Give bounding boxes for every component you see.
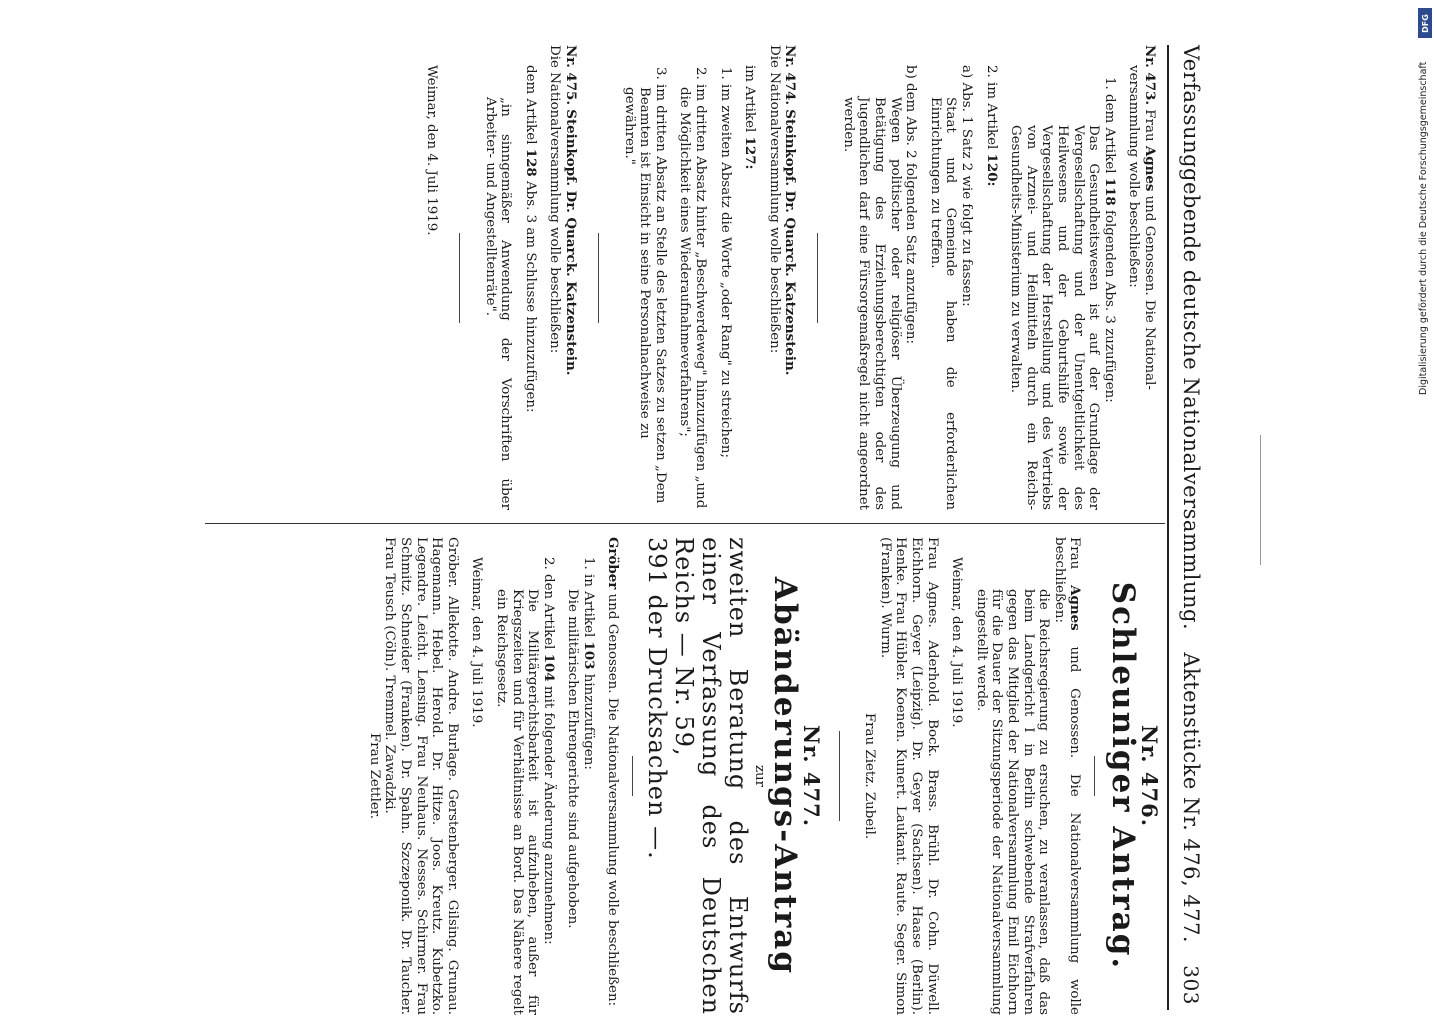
document-number: Nr. 476.: [1137, 724, 1162, 828]
article-number: 118: [1101, 177, 1118, 206]
signatories: Frau Agnes. Aderhold. Bock. Brass. Brühl. Dr. Cohn. Düwell. Eichhorn. Geyer (Leipzig). Dr. Geyer (Sachsen). Haase (Berlin). Henke. Frau Hübler. Koenen. Kunert. Laukant. Raute. Seger. Simon (Franken). Wurm.: [877, 537, 940, 1015]
motion-item-text: „in sinngemäßer Anwendung der Vorschriften über Arbeiter- und Angestelltenräte".: [482, 97, 514, 510]
title-connector: zur: [752, 764, 768, 788]
motion-item: 2. im dritten Absatz hinter „Beschwerdeweg" hinzuzufügen „und die Möglichkeit eines Wiederaufnahmeverfahrens";: [677, 67, 708, 509]
item-lead-text: dem Artikel: [522, 65, 538, 149]
signatories-last: Frau Zietz. Zubeil.: [862, 712, 878, 840]
motion-intro: Frau: [1142, 109, 1157, 146]
document-number: Nr. 477.: [798, 724, 824, 828]
running-head: [1171, 45, 1211, 1005]
motion-intro: Die Nationalversammlung wolle beschließen:: [547, 45, 563, 354]
motion-473: [840, 45, 1157, 510]
motion-number: Nr. 474.: [782, 45, 799, 106]
separator-rule: [839, 731, 840, 821]
document-title: Abänderungs-Antrag: [767, 576, 804, 976]
document-subtitle-last: 391 der Drucksachen —.: [643, 537, 672, 860]
motion-intro: versammlung wolle beschließen:: [1126, 65, 1142, 288]
item-lead-text: Abs. 3 am Schlusse hinzuzufügen:: [522, 176, 538, 413]
item-lead-text: hinzuzufügen:: [580, 669, 596, 770]
funding-note: Digitalisierung gefördert durch die Deutsche Forschungsgemeinschaft: [1418, 61, 1429, 395]
motion-subitem-text: Wegen politischer oder religiöser Überzeugung und Betätigung des Erziehungsberechtigten oder des Jugendlichen darf eine Fürsorgemaßregel nicht angeordnet werden.: [840, 97, 903, 510]
document-477: [366, 537, 824, 1015]
motion-intro: und Genossen. Die National-: [1142, 191, 1157, 390]
separator-rule: [817, 233, 818, 323]
motion-mover: Gröber: [605, 537, 622, 590]
signatories: Gröber. Allekotte. Andre. Burlage. Gerstenberger. Gilsing. Grunau. Hagemann. Hebel. Herold. Dr. Hitze. Joos. Kreutz. Kubetzko. Legendre. Leicht. Lensing. Frau Neuhaus. Nesses. Schirmer. Frau Schmitz. Schneider (Franken). Dr. Spahn. Szczeponik. Dr. Taucher. Frau Teusch (Cöln). Tremmel. Zawadzki.: [382, 537, 460, 1015]
document-title: Schleuniger Antrag.: [1105, 581, 1142, 971]
item-lead-text: 1. in Artikel: [580, 557, 596, 642]
motion-item-lead: [540, 537, 556, 1015]
date-line: Weimar, den 4. Juli 1919.: [949, 557, 965, 728]
item-lead-text: folgenden Abs. 3 zuzufügen:: [1101, 205, 1117, 403]
motion-number: Nr. 473.: [1142, 45, 1158, 106]
motion-subitem-lead: b) dem Abs. 2 folgenden Satz anzufügen:: [903, 65, 919, 345]
motion-intro-text: und Genossen. Die Nationalversammlung wolle beschließen:: [605, 589, 621, 1007]
item-lead-text: im Artikel: [742, 65, 758, 137]
document-page: [192, 25, 1217, 1025]
motion-subitem-text: Staat und Gemeinde haben die erforderlichen Einrichtungen zu treffen.: [927, 97, 959, 510]
item-lead-text: 2. im Artikel: [983, 65, 999, 154]
motion-intro-text: Frau: [1067, 537, 1083, 586]
motion-intro-text: und Genossen. Die Nationalversammlung wolle beschließen:: [1051, 537, 1083, 1015]
separator-rule: [633, 756, 634, 796]
article-number: 127:: [742, 136, 759, 170]
header-rule: [1167, 45, 1169, 1010]
article-number: 120:: [983, 153, 1000, 187]
item-lead-text: 2. den Artikel: [540, 557, 556, 654]
signatories-last: Frau Zettler.: [366, 733, 382, 819]
separator-rule: [1094, 756, 1095, 796]
column-divider: [205, 523, 1165, 524]
motion-474: [621, 45, 797, 510]
motion-item-lead: [742, 45, 758, 510]
running-head-title: Verfassunggebende deutsche Nationalversammlung.: [1179, 45, 1203, 631]
motion-item-text: Die Militärgerichtsbarkeit ist aufzuheben, außer für Kriegszeiten und für Verhältnisse an Bord. Das Nähere regelt ein Reichsgesetz.: [493, 589, 541, 1015]
separator-rule: [459, 233, 460, 323]
article-number: 128: [522, 148, 539, 177]
motion-item-lead: [522, 45, 538, 510]
motion-mover: Agnes: [1142, 145, 1158, 192]
separator-rule: [598, 233, 599, 323]
running-head-documents: Aktenstücke Nr. 476, 477.: [1179, 652, 1203, 944]
left-column: [423, 45, 1157, 510]
motion-text: die Reichsregierung zu ersuchen, zu veranlassen, daß das beim Landgericht I in Berlin schwebende Strafverfahren gegen das Mitglied der Nationalversammlung Emil Eichhorn für die Dauer der Sitzungsperiode der Nationalversammlung eingestellt werde.: [973, 589, 1052, 1015]
page-number: 303: [1179, 965, 1203, 1005]
scan-mark: [1260, 435, 1261, 565]
motion-movers: Steinkopf. Dr. Quarck. Katzenstein.: [562, 109, 579, 376]
article-number: 103: [580, 641, 597, 670]
motion-item: 1. im zweiten Absatz die Worte „oder Rang" zu streichen;: [717, 67, 733, 459]
motion-intro: [1051, 537, 1082, 1015]
motion-item-lead: [1101, 45, 1117, 510]
right-column: [366, 537, 1162, 1015]
document-subtitle: zweiten Beratung des Entwurfs einer Verfassung des Deutschen Reichs — Nr. 59,: [670, 537, 753, 1015]
motion-item-lead: [580, 537, 596, 1015]
motion-item: 3. im dritten Absatz an Stelle des letzten Satzes zu setzen „Dem Beamten ist Einsicht in seine Personalnachweise zu gewähren.": [621, 67, 668, 504]
article-number: 104: [540, 653, 557, 682]
motion-intro: [605, 537, 621, 1015]
motion-intro: Die Nationalversammlung wolle beschließen:: [766, 45, 782, 354]
motion-item-lead: [983, 45, 999, 510]
motion-subitem-lead: a) Abs. 1 Satz 2 wie folgt zu fassen:: [959, 65, 975, 307]
motion-475: [482, 45, 578, 510]
motion-item-text: Die militärischen Ehrengerichte sind aufgehoben.: [565, 589, 581, 929]
date-line: Weimar, den 4. Juli 1919.: [424, 65, 439, 236]
motion-movers: Steinkopf. Dr. Quarck. Katzenstein.: [782, 109, 799, 376]
motion-number: Nr. 475.: [562, 45, 579, 106]
item-lead-text: 1. dem Artikel: [1101, 77, 1117, 178]
dfg-logo-text: DFG: [1420, 13, 1430, 33]
motion-item-text: Das Gesundheitswesen ist auf der Grundlage der Vergesellschaftung und der Unentgeltlichkeit des Heilwesens und der Geburtshilfe sowie der Vergesellschaftung der Herstellung und des Vertriebs von Arznei- und Heilmitteln durch ein Reichs-Gesundheits-Ministerium zu verwalten.: [1008, 125, 1102, 510]
item-lead-text: mit folgender Änderung anzunehmen:: [540, 681, 556, 945]
motion-mover: Agnes: [1067, 585, 1084, 631]
date-line: Weimar, den 4. Juli 1919.: [469, 557, 485, 728]
document-476: [862, 537, 1162, 1015]
